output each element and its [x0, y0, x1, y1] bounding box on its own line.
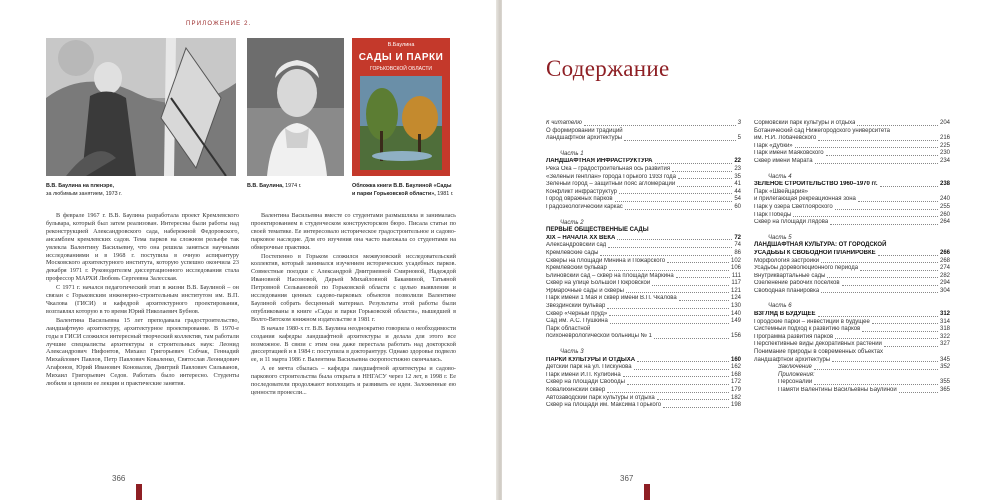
- toc-entry: [754, 379, 950, 387]
- toc-entry: [754, 288, 950, 296]
- toc-entry-title: Персоналии: [778, 379, 813, 386]
- toc-leader-dots: [667, 262, 729, 263]
- toc-page-number: 282: [939, 272, 950, 279]
- toc-entry: [754, 326, 950, 334]
- toc-leader-dots: [818, 140, 938, 141]
- toc-leader-dots: [815, 163, 938, 164]
- toc-page-number: 312: [939, 311, 950, 318]
- toc-leader-dots: [619, 193, 732, 194]
- toc-entry-title: Детский парк на ул. Пискунова: [546, 364, 632, 371]
- toc-page-number: 274: [939, 265, 950, 272]
- toc-entry: [546, 250, 741, 258]
- toc-entry-title: Парк имени И.П. Кулибина: [546, 371, 621, 378]
- page-number-left: 366: [112, 474, 126, 483]
- toc-leader-dots: [600, 255, 732, 256]
- toc-page-number: 216: [939, 135, 950, 142]
- toc-page-number: 160: [730, 356, 741, 363]
- toc-page-number: 156: [730, 333, 741, 340]
- toc-entry: [754, 120, 950, 128]
- caption-2: В.В. Баулина, 1974 г.: [247, 183, 302, 189]
- toc-page-number: 111: [731, 272, 741, 279]
- toc-entry-title: Сквер на площади Лядова: [754, 219, 829, 226]
- toc-entry: [546, 181, 741, 189]
- toc-page-number: 182: [730, 394, 741, 401]
- toc-page-number: 268: [939, 257, 950, 264]
- toc-leader-dots: [842, 285, 938, 286]
- toc-page-number: 162: [730, 364, 741, 371]
- toc-leader-dots: [878, 255, 938, 256]
- toc-leader-dots: [835, 338, 938, 339]
- toc-page-number: 266: [939, 249, 950, 256]
- toc-entry-title: ландшафтной архитектуры: [754, 356, 831, 363]
- toc-page-number: 72: [734, 234, 741, 241]
- toc-page-number: 352: [939, 364, 950, 371]
- page-mark-right: [644, 484, 650, 500]
- toc-entry-title: Ярмарочные сады и скверы: [546, 287, 624, 294]
- toc-leader-dots: [679, 300, 729, 301]
- toc-entry: [754, 341, 950, 349]
- toc-leader-dots: [607, 392, 729, 393]
- toc-entry: [546, 311, 741, 319]
- toc-entry-title: им. Н.И. Лобачевского: [754, 135, 817, 142]
- toc-entry-title: Зеленый город – защитный пояс агломерации: [546, 181, 676, 188]
- paragraph: Валентина Васильевна 15 лет преподавала градостроительство, ландшафтную архитектуру, архитектурное проектирование. В 1970-е годы в ГИСИ сложился интересный творческий коллектив, там работали лучшие специалисты архитектуры и строительных наук: Леонид Александрович Нифонтов, Михаил Григорьевич Собчак, Геннадий Михайлович Павлов, Петр Павлович Коваленко, Святослав Леонидович Агафонов, Юрий Иванович Коновалов, Дмитрий Павлович Сильванов, Михаил Григорьевич Седов. Работать было интересно. Студенты любили и ценили ее лекции и практические занятия.: [46, 316, 239, 388]
- toc-leader-dots: [617, 239, 732, 240]
- toc-entry-title: Заключение: [778, 364, 812, 371]
- toc-page-number: 86: [734, 249, 741, 256]
- toc-entry-line: Парк областной: [546, 325, 591, 332]
- toc-entry: [546, 303, 741, 311]
- toc-entry-title: Парк имени Маяковского: [754, 150, 824, 157]
- toc-page-number: 204: [939, 120, 950, 126]
- toc-leader-dots: [899, 392, 938, 393]
- photo-plein-air: [46, 38, 236, 176]
- toc-entry-title: XIX – НАЧАЛА XX ВЕКА: [546, 234, 616, 241]
- toc-entry-title: Озеленение рабочих поселков: [754, 280, 840, 287]
- left-page: [0, 0, 498, 500]
- toc-leader-dots: [610, 323, 729, 324]
- paragraph: Валентина Васильевна вместе со студентами размышляла и занималась проектированием в студенческом конструкторском бюро. Писала статьи по своей тематике. Ее интересовало историческое градостроительное и садово-парковое наследие. Для его изучения она часто выезжала со студентами на обмерочные практики.: [251, 212, 456, 251]
- toc-entry: [546, 135, 741, 143]
- toc-leader-dots: [655, 163, 733, 164]
- toc-leader-dots: [795, 147, 938, 148]
- paragraph: В начале 1980-х гг. В.В. Баулина неоднократно говорила о необходимости создания кафедры ландшафтной архитектуры и делала для этого все возможное. В связи с этим она даже перестала работать над докторской диссертацией и в 1984 г. поступила в докторантуру. Однако здоровье подвело ее, и 11 марта 1986 г. Валентина Васильевна скоропостижно скончалась.: [251, 324, 456, 364]
- toc-entry-title: ПАРКИ КУЛЬТУРЫ И ОТДЫХА: [546, 356, 636, 363]
- toc-page-number: 327: [939, 341, 950, 348]
- toc-entry: [546, 204, 741, 212]
- toc-leader-dots: [627, 384, 729, 385]
- toc-entry-title: Конфликт инфраструктур: [546, 188, 617, 195]
- right-page: [502, 0, 1000, 500]
- toc-entry-title: Блиновский сад – сквер на площади Маркина: [546, 272, 674, 279]
- toc-leader-dots: [637, 361, 729, 362]
- toc-entry: [546, 372, 741, 380]
- toc-part-label: Часть 6: [768, 303, 792, 310]
- toc-leader-dots: [654, 338, 729, 339]
- toc-entry-title: Свободная планировка: [754, 287, 820, 294]
- toc-leader-dots: [814, 384, 938, 385]
- toc-leader-dots: [862, 331, 938, 332]
- toc-entry: [546, 318, 741, 326]
- toc-part-label: Часть 4: [768, 173, 792, 180]
- toc-entry-title: Кремлевские сады: [546, 249, 599, 256]
- cover-illustration: [360, 76, 442, 170]
- toc-entry: [546, 158, 741, 166]
- contents-title: Содержание: [546, 56, 670, 81]
- toc-entry-title: Парк имени 1 Мая и сквер имени В.П. Чкалова: [546, 295, 677, 302]
- toc-entry: [754, 387, 950, 395]
- toc-leader-dots: [880, 186, 938, 187]
- toc-entry: [754, 150, 950, 158]
- toc-entry-title: ВЗГЛЯД В БУДУЩЕЕ: [754, 311, 816, 318]
- cover-subtitle: ГОРЬКОВСКОЙ ОБЛАСТИ: [370, 66, 432, 72]
- toc-entry: [546, 242, 741, 250]
- toc-entry: [546, 364, 741, 372]
- toc-leader-dots: [821, 262, 938, 263]
- toc-column-right: [754, 120, 950, 395]
- toc-entry: [754, 181, 950, 189]
- toc-page-number: 3: [737, 120, 741, 126]
- toc-entry: [546, 288, 741, 296]
- toc-leader-dots: [652, 285, 729, 286]
- toc-leader-dots: [872, 323, 938, 324]
- running-head: ПРИЛОЖЕНИЕ 2.: [186, 21, 252, 27]
- toc-leader-dots: [830, 224, 938, 225]
- toc-leader-dots: [793, 216, 938, 217]
- toc-page-number: 240: [939, 196, 950, 203]
- paragraph: В феврале 1967 г. В.В. Баулина разработала проект Кремлевского бульвара, который был затем реализован. Интересны были работы над реконструкцией Александровского сада, набережной Федоровского, ансамблем кремлевских садов. Тема парков на сложном рельефе так увлекла Валентину Васильевну, что она решила заняться научными исследованиями и в 1968 г. поступила в очную аспирантуру Московского архитектурного института, которую успешно окончила 23 декабря 1971 г. Руководителем диссертационного исследования стала профессор МАРХИ Любовь Сергеевна Залесская.: [46, 212, 239, 283]
- toc-page-number: 365: [939, 387, 950, 393]
- toc-leader-dots: [672, 171, 732, 172]
- toc-leader-dots: [677, 186, 732, 187]
- toc-entry-title: психоневрологической больницы № 1: [546, 333, 652, 340]
- toc-entry-line: О формировании традиций: [546, 127, 623, 134]
- toc-page-number: 60: [734, 203, 741, 210]
- toc-page-number: 314: [939, 318, 950, 325]
- toc-entry: [546, 280, 741, 288]
- cover-title: САДЫ И ПАРКИ: [358, 52, 444, 63]
- toc-page-number: 294: [939, 280, 950, 287]
- toc-page-number: 5: [737, 135, 741, 142]
- toc-leader-dots: [832, 361, 938, 362]
- toc-entry-line: ПЕРВЫЕ ОБЩЕСТВЕННЫЕ САДЫ: [546, 227, 649, 234]
- toc-entry-title: и прилегающая рекреационная зона: [754, 196, 856, 203]
- toc-entry-title: Перспективные виды декоративных растений: [754, 341, 882, 348]
- toc-leader-dots: [827, 277, 938, 278]
- toc-page-number: 149: [730, 318, 741, 325]
- toc-leader-dots: [884, 346, 938, 347]
- toc-page-number: 225: [939, 142, 950, 149]
- toc-page-number: 106: [730, 265, 741, 272]
- toc-page-number: 140: [730, 310, 741, 317]
- toc-leader-dots: [623, 376, 729, 377]
- toc-entry: [546, 235, 741, 243]
- toc-entry: [754, 273, 950, 281]
- toc-leader-dots: [857, 125, 938, 126]
- toc-entry: [546, 273, 741, 281]
- toc-leader-dots: [818, 316, 938, 317]
- toc-entry: [546, 265, 741, 273]
- toc-page-number: 168: [730, 371, 741, 378]
- cover-author: В.Баулина: [387, 42, 415, 48]
- toc-entry: [754, 334, 950, 342]
- toc-entry-title: Ковалихинский сквер: [546, 387, 606, 393]
- toc-entry-title: ландшафтной архитектуры: [546, 135, 623, 142]
- toc-entry-title: Город овражных парков: [546, 196, 613, 203]
- toc-page-number: 74: [734, 242, 741, 249]
- toc-leader-dots: [657, 399, 729, 400]
- toc-page-number: 355: [939, 379, 950, 386]
- toc-leader-dots: [609, 315, 729, 316]
- toc-entry-title: Парк у озера Светлоярского: [754, 203, 833, 210]
- toc-leader-dots: [609, 270, 729, 271]
- toc-page-number: 179: [730, 387, 741, 393]
- toc-entry-title: Морфология застройки: [754, 257, 820, 264]
- toc-entry-title: Системный подход к развитию парков: [754, 326, 861, 333]
- page-number-right: 367: [620, 474, 634, 483]
- toc-page-number: 23: [734, 165, 741, 172]
- toc-entry: [754, 143, 950, 151]
- toc-leader-dots: [821, 292, 938, 293]
- toc-entry: [546, 379, 741, 387]
- toc-leader-dots: [676, 277, 730, 278]
- toc-entry: [754, 212, 950, 220]
- toc-page-number: 322: [939, 333, 950, 340]
- photo-portrait-1974: [247, 38, 344, 176]
- body-column-2: [251, 212, 456, 398]
- toc-part-label: Часть 3: [560, 349, 584, 356]
- toc-part-label: Часть 1: [560, 150, 584, 157]
- toc-page-number: 35: [734, 173, 741, 180]
- toc-entry: [546, 120, 741, 128]
- toc-entry-title: Сквер на площади им. Максима Горького: [546, 402, 662, 409]
- toc-leader-dots: [615, 201, 733, 202]
- toc-leader-dots: [625, 209, 733, 210]
- toc-leader-dots: [584, 125, 736, 126]
- caption-1: В.В. Баулина на пленэре, за любимым занятием, 1973 г.: [46, 183, 122, 197]
- toc-entry: [754, 219, 950, 227]
- toc-entry-title: Сквер на площади Свободы: [546, 379, 625, 386]
- toc-entry: [546, 395, 741, 403]
- toc-entry-title: Сквер на улице Большой Покровской: [546, 280, 651, 287]
- toc-entry: [546, 196, 741, 204]
- toc-entry-title: Памяти Валентины Васильевны Баулиной: [778, 387, 897, 393]
- toc-leader-dots: [814, 369, 938, 370]
- toc-page-number: 22: [734, 158, 741, 165]
- toc-leader-dots: [607, 308, 729, 309]
- toc-entry: [546, 387, 741, 395]
- toc-entry-title: Сквер «Черный пруд»: [546, 310, 608, 317]
- toc-page-number: 318: [939, 326, 950, 333]
- toc-entry-line: Приложения:: [778, 371, 815, 378]
- toc-entry: [754, 158, 950, 166]
- page-mark-left: [136, 484, 142, 500]
- toc-entry-title: Александровский сад: [546, 242, 607, 249]
- toc-entry-title: УСАДЬБЫ К СВОБОДНОЙ ПЛАНИРОВКЕ: [754, 249, 876, 256]
- toc-part-label: Часть 5: [768, 234, 792, 241]
- toc-entry-line: Понимание природы в современных объектах: [754, 349, 883, 356]
- toc-page-number: 264: [939, 219, 950, 226]
- toc-entry-title: Кремлевский бульвар: [546, 265, 607, 272]
- toc-leader-dots: [826, 155, 938, 156]
- toc-page-number: 54: [734, 196, 741, 203]
- paragraph: Постепенно в Горьком сложился межвузовский исследовательский коллектив, который занимался изучением исторических усадебных парков. Совместные поездки с Александрой Дмитриевной Смирновой, Надеждой Ивановной Насоновой, Дарьей Михайловной Бакаминой, Татьяной Петровной Сельвановой по Горьковской области с целью выявления и исследования ценных садово-парковых объектов позволили Валентине Баулиной собрать бесценный материал. Результаты этой работы были опубликованы в книге «Сады и парки Горьковской области», вышедшей в Волго-Вятском книжном издательстве в 1981 г.: [251, 252, 456, 323]
- toc-leader-dots: [835, 209, 938, 210]
- toc-entry: [754, 196, 950, 204]
- toc-entry-title: Внутриквартальные сады: [754, 272, 826, 279]
- toc-entry-title: Сормовский парк культуры и отдыха: [754, 120, 856, 126]
- toc-leader-dots: [678, 178, 732, 179]
- toc-entry: [754, 319, 950, 327]
- toc-page-number: 41: [734, 181, 741, 188]
- toc-entry-title: ЗЕЛЕНОЕ СТРОИТЕЛЬСТВО 1960–1970 гг.: [754, 181, 878, 188]
- toc-entry: [546, 295, 741, 303]
- toc-page-number: 102: [730, 257, 741, 264]
- toc-entry: [754, 357, 950, 365]
- book-cover: [352, 38, 450, 176]
- toc-leader-dots: [858, 201, 938, 202]
- toc-page-number: 130: [730, 303, 741, 310]
- caption-3: Обложка книги В.В. Баулиной «Сады и парки Горьковской области», 1981 г.: [352, 183, 454, 197]
- toc-entry-title: Сквер имени Марата: [754, 157, 813, 164]
- toc-entry-title: Автозаводский парк культуры и отдыха: [546, 394, 655, 401]
- paragraph: А ее мечта сбылась – кафедра ландшафтной архитектуры и садово-паркового строительства была открыта в ННГАСУ через 12 лет, в 1998 г. Ее последователи продолжают воплощать и развивать ее идеи. Заложенные ею ценности пронесли...: [251, 365, 456, 396]
- toc-entry-title: Река Ока – градостроительная ось развития: [546, 165, 671, 172]
- toc-page-number: 44: [734, 188, 741, 195]
- toc-leader-dots: [860, 270, 938, 271]
- toc-entry: [546, 402, 741, 410]
- toc-entry-title: Усадьбы дореволюционного периода: [754, 265, 859, 272]
- toc-page-number: 172: [730, 379, 741, 386]
- toc-page-number: 121: [730, 287, 741, 294]
- toc-entry: [546, 166, 741, 174]
- toc-leader-dots: [663, 407, 729, 408]
- toc-entry: [546, 357, 741, 365]
- toc-entry-title: Звездинский бульвар: [546, 303, 606, 310]
- toc-entry-title: Парк «Дубки»: [754, 142, 793, 149]
- toc-entry: [754, 258, 950, 266]
- toc-entry-title: Программа развития парков: [754, 333, 834, 340]
- toc-entry-title: К читателю: [546, 120, 582, 126]
- toc-entry-line: ЛАНДШАФТНАЯ КУЛЬТУРА: ОТ ГОРОДСКОЙ: [754, 242, 887, 249]
- toc-leader-dots: [626, 292, 729, 293]
- toc-page-number: 238: [939, 181, 950, 188]
- toc-entry: [546, 189, 741, 197]
- toc-entry-title: ЛАНДШАФТНАЯ ИНФРАСТРУКТУРА: [546, 158, 653, 165]
- toc-entry-title: Парк Победы: [754, 211, 792, 218]
- toc-entry-title: «Зеленый генплан» города Горького 1933 года: [546, 173, 676, 180]
- toc-entry-title: Скверы на площади Минина и Пожарского: [546, 257, 666, 264]
- toc-page-number: 230: [939, 150, 950, 157]
- toc-entry: [754, 250, 950, 258]
- toc-entry: [754, 280, 950, 288]
- toc-entry: [754, 311, 950, 319]
- toc-column-left: [546, 120, 741, 410]
- toc-entry: [546, 174, 741, 182]
- toc-page-number: 345: [939, 356, 950, 363]
- toc-page-number: 260: [939, 211, 950, 218]
- toc-page-number: 234: [939, 157, 950, 164]
- toc-leader-dots: [608, 247, 732, 248]
- toc-page-number: 304: [939, 287, 950, 294]
- toc-leader-dots: [624, 140, 736, 141]
- paragraph: С 1971 г. начался педагогический этап в жизни В.В. Баулиной – он связан с Горьковским инженерно-строительным институтом им. В.П. Чкалова (ГИСИ) и кафедрой архитектурного проектирования, возглавлял которую в то время Юрий Николаевич Бубнов.: [46, 284, 239, 315]
- body-column-1: [46, 212, 239, 389]
- toc-page-number: 198: [730, 402, 741, 409]
- toc-page-number: 124: [730, 295, 741, 302]
- toc-entry: [754, 364, 950, 372]
- toc-entry-title: Городские парки – инвестиции в будущее: [754, 318, 870, 325]
- toc-entry-title: Сад им. А.С. Пушкина: [546, 318, 608, 325]
- toc-entry-line: Ботанический сад Нижегородского университета: [754, 127, 890, 134]
- toc-entry-title: Градоэкологический каркас: [546, 203, 623, 210]
- toc-entry: [754, 135, 950, 143]
- toc-page-number: 117: [731, 280, 741, 287]
- toc-part-label: Часть 2: [560, 219, 584, 226]
- toc-entry: [754, 204, 950, 212]
- toc-page-number: 255: [939, 203, 950, 210]
- toc-entry: [546, 258, 741, 266]
- toc-entry: [754, 265, 950, 273]
- toc-entry: [546, 333, 741, 341]
- toc-entry-line: Парк «Швейцария»: [754, 188, 808, 195]
- toc-leader-dots: [634, 369, 729, 370]
